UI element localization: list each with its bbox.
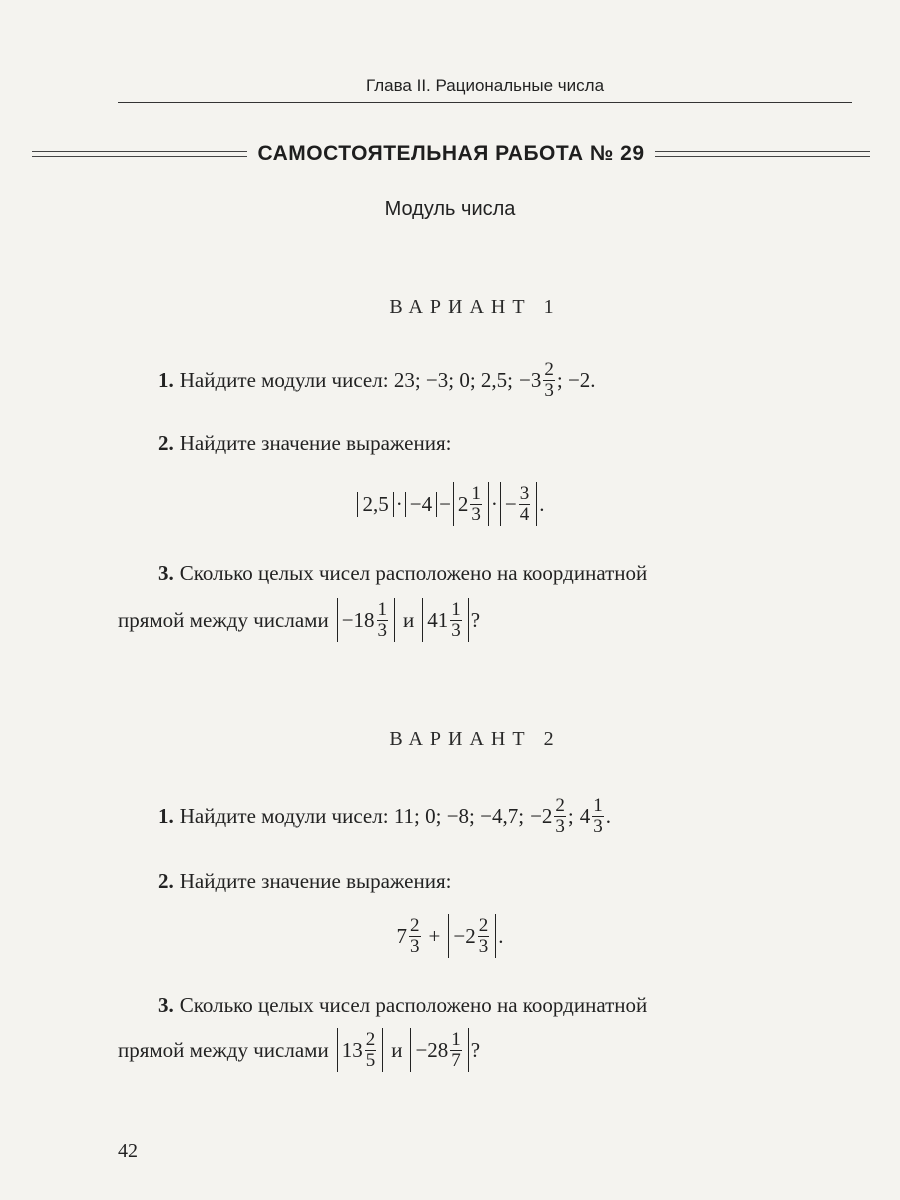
abs-value: − $\frac{3}{4}$: [500, 482, 537, 527]
task-number: 1.: [158, 803, 174, 828]
v2-task-2: [158, 856, 451, 906]
task-text: Найдите значение выражения:: [179, 430, 452, 455]
variant-1-heading: ВАРИАНТ 1: [389, 296, 561, 318]
task-text: Сколько целых чисел расположено на координатной: [179, 992, 648, 1017]
v1-task-2: [158, 418, 451, 468]
task-text: Сколько целых чисел расположено на координатной: [179, 560, 648, 585]
task-tail: ; −2.: [556, 367, 596, 392]
chapter-header: Глава II. Рациональные числа: [365, 76, 605, 95]
topic-subtitle: Модуль числа: [384, 198, 516, 220]
v2-task-1: 1. Найдите модули чисел: 11; 0; −8; −4,7; −2 $\frac{2}{3}$ ; 4 $\frac{1}{3}$ .: [158, 794, 612, 837]
task-number: 3.: [158, 992, 174, 1017]
abs-value: −28 $\frac{1}{7}$: [410, 1028, 468, 1073]
operator: +: [428, 923, 441, 948]
operator: ·: [490, 491, 498, 516]
abs-value: 2 $\frac{1}{3}$: [453, 482, 489, 527]
task-number: 3.: [158, 560, 174, 585]
operator: −: [439, 491, 451, 516]
title-left-rule: [32, 151, 247, 157]
task-number: 2.: [158, 868, 174, 893]
task-text: Найдите модули чисел: 23; −3; 0; 2,5;: [179, 367, 514, 392]
variant-2-heading: ВАРИАНТ 2: [389, 728, 561, 750]
abs-value: 13 $\frac{2}{5}$: [337, 1028, 384, 1073]
abs-value: −18 $\frac{1}{3}$: [337, 598, 395, 643]
v2-expression: 7 $\frac{2}{3}$ + −2 $\frac{2}{3}$ .: [396, 914, 504, 957]
v1-expression: 2,5 · −4 − 2 $\frac{1}{3}$ · − $\frac{3}{4}$ .: [0, 474, 900, 534]
title-right-rule: [655, 151, 870, 157]
abs-value: −2 $\frac{2}{3}$: [448, 914, 496, 959]
abs-value: −4: [405, 492, 437, 517]
page-title: САМОСТОЯТЕЛЬНАЯ РАБОТА № 29: [257, 142, 645, 165]
abs-value: 41 $\frac{1}{3}$: [422, 598, 469, 643]
page-number: 42: [118, 1140, 138, 1162]
task-text: Найдите значение выражения:: [179, 868, 452, 893]
abs-value: 2,5: [357, 492, 393, 517]
v1-task-1: [158, 350, 596, 410]
operator: ·: [395, 491, 403, 516]
fraction: $\frac{2}{3}$: [544, 358, 554, 401]
task-number: 2.: [158, 430, 174, 455]
title-row: [32, 138, 870, 170]
mixed-whole: −3: [519, 367, 542, 392]
v1-task-3-line-2: прямой между числами −18 $\frac{1}{3}$ и 41 $\frac{1}{3}$ ?: [118, 598, 481, 641]
header-rule: [118, 102, 852, 103]
task-number: 1.: [158, 367, 174, 392]
task-text: Найдите модули чисел: 11; 0; −8; −4,7;: [179, 803, 525, 828]
v2-task-3-line-2: прямой между числами 13 $\frac{2}{5}$ и −28 $\frac{1}{7}$ ?: [118, 1028, 481, 1071]
